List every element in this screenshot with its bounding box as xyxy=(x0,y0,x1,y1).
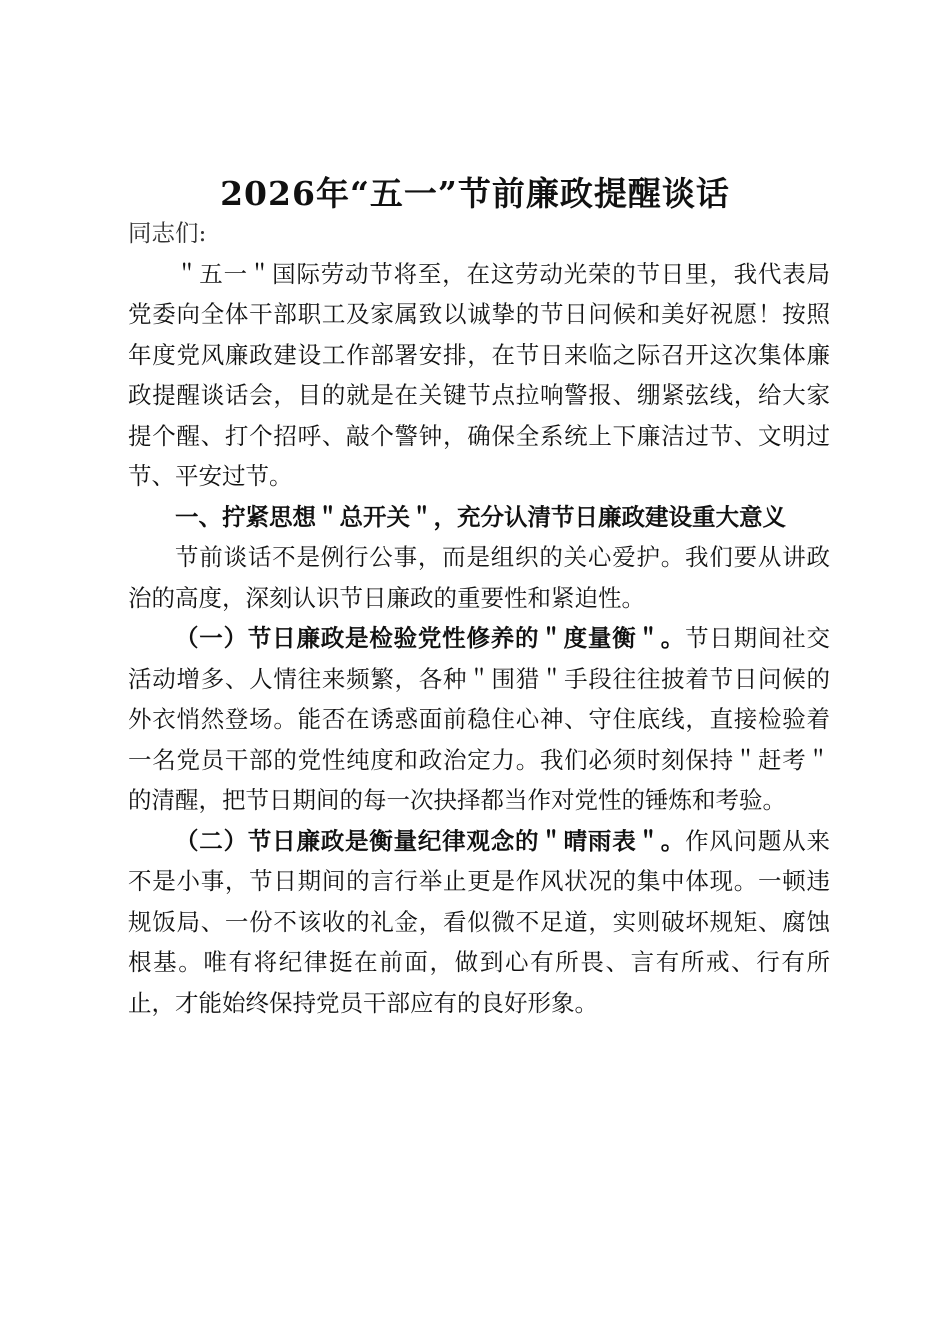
document-body xyxy=(128,213,830,1023)
point-1-paragraph xyxy=(128,618,830,821)
salutation: 同志们: xyxy=(128,219,207,247)
intro-paragraph: ＂五一＂国际劳动节将至，在这劳动光荣的节日里，我代表局党委向全体干部职工及家属致以诚挚的节日问候和美好祝愿！按照年度党风廉政建设工作部署安排，在节日来临之际召开这次集体廉政提醒谈话会，目的就是在关键节点拉响警报、绷紧弦线，给大家提个醒、打个招呼、敲个警钟，确保全系统上下廉洁过节、文明过节、平安过节。 xyxy=(128,259,830,490)
section-1-intro: 节前谈话不是例行公事，而是组织的关心爱护。我们要从讲政治的高度，深刻认识节日廉政的重要性和紧迫性。 xyxy=(128,543,830,612)
document-title: 2026年“五一”节前廉政提醒谈话 xyxy=(220,174,730,213)
point-2-lead: （二）节日廉政是衡量纪律观念的＂晴雨表＂。 xyxy=(175,826,686,855)
point-1-text: 节日期间社交活动增多、人情往来频繁，各种＂围猎＂手段往往披着节日问候的外衣悄然登场。能否在诱惑面前稳住心神、守住底线，直接检验着一名党员干部的党性纯度和政治定力。我们必须时刻保持＂赶考＂的清醒，把节日期间的每一次抉择都当作对党性的锤炼和考验。 xyxy=(128,624,831,814)
point-2-paragraph xyxy=(128,821,830,1024)
point-1-lead: （一）节日廉政是检验党性修养的＂度量衡＂。 xyxy=(175,624,686,652)
point-2-text: 作风问题从来不是小事，节日期间的言行举止更是作风状况的集中体现。一顿违规饭局、一份不该收的礼金，看似微不足道，实则破坏规矩、腐蚀根基。唯有将纪律挺在前面，做到心有所畏、言有所戒、行有所止，才能始终保持党员干部应有的良好形象。 xyxy=(128,826,831,1017)
section-1-heading: 一、拧紧思想＂总开关＂，充分认清节日廉政建设重大意义 xyxy=(175,502,786,531)
